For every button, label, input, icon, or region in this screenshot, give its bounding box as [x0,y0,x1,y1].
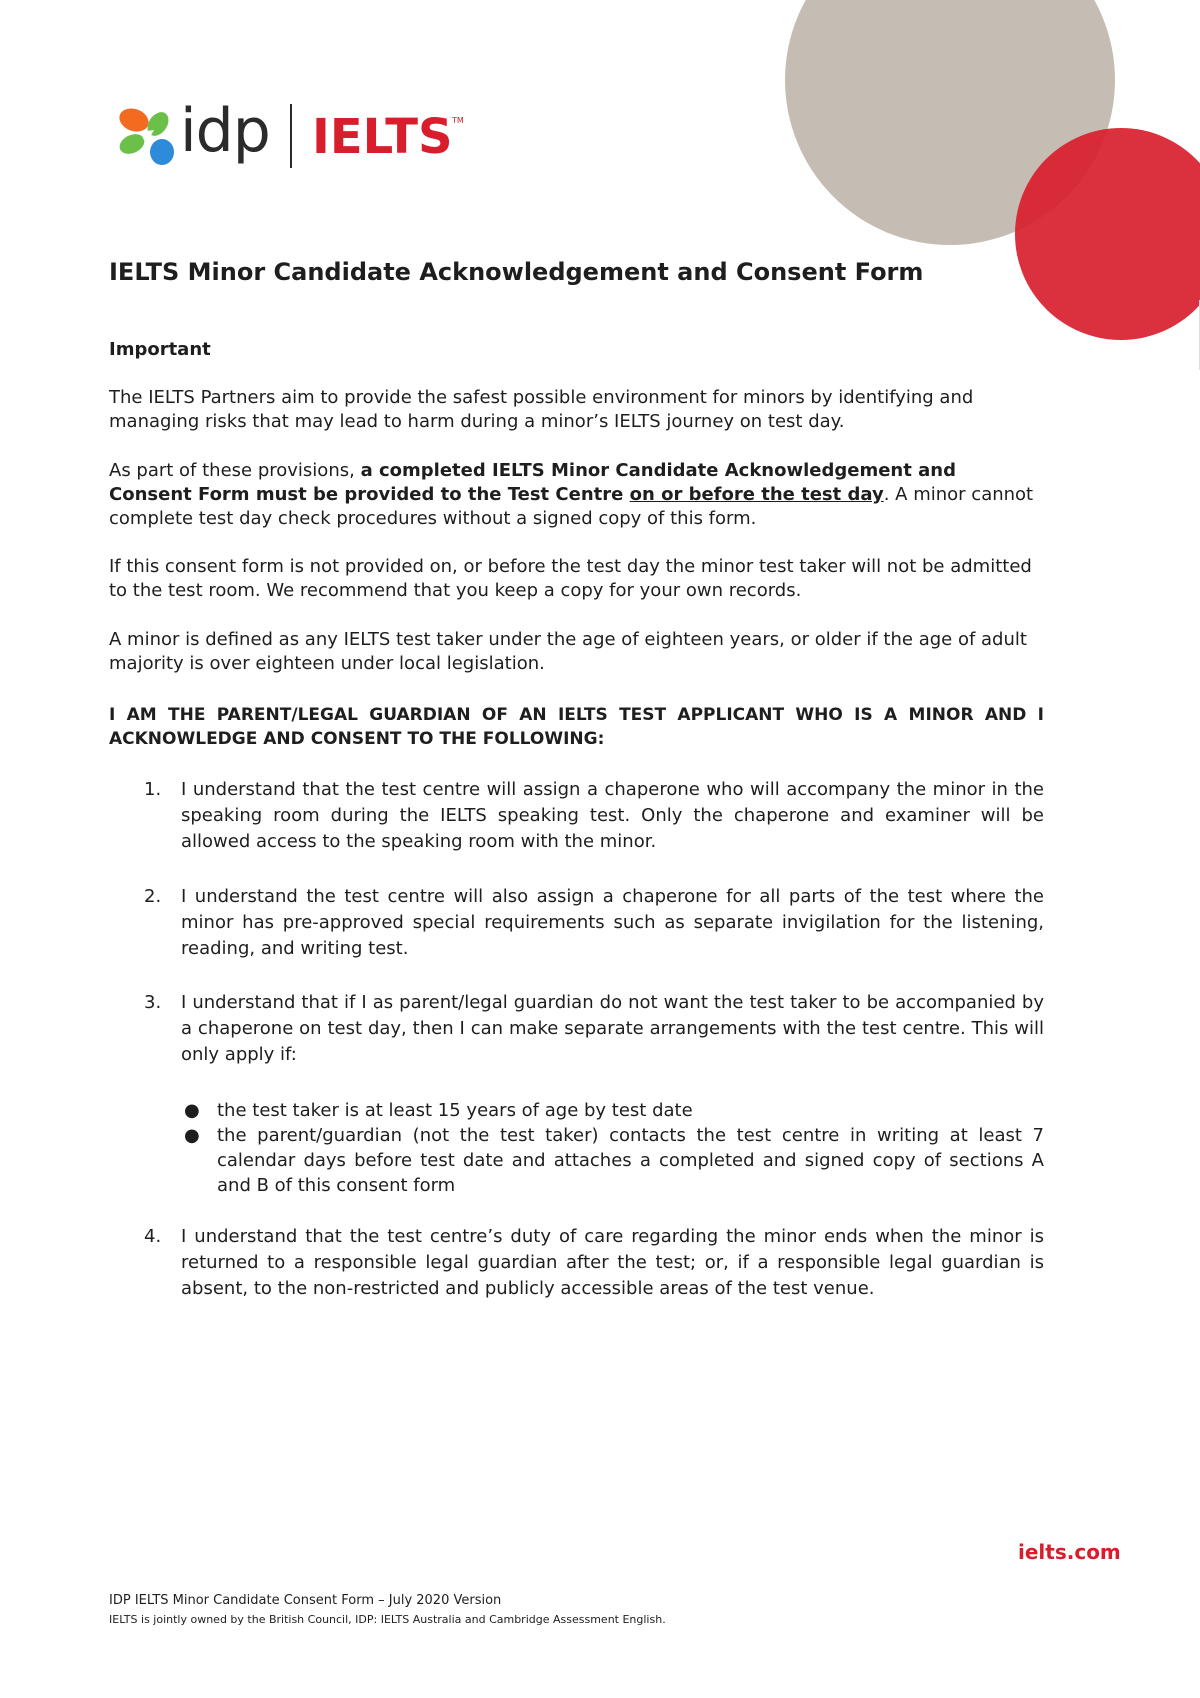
list-item-number: 2. [144,886,162,907]
provisions-bold-text: a completed IELTS Minor Candidate Acknowledgement and Consent Form must be provided to the Test Centre [109,460,956,505]
bullet-item [109,1123,1044,1198]
idp-ielts-logo [118,96,478,168]
intro-paragraph: The IELTS Partners aim to provide the safest possible environment for minors by identifying and managing risks that may lead to harm during a minor’s IELTS journey on test day. [109,387,974,432]
bullet-item [109,1098,1044,1123]
footer-ownership: IELTS is jointly owned by the British Council, IDP: IELTS Australia and Cambridge Assessment English. [109,1613,666,1626]
bullet-text: the test taker is at least 15 years of age by test date [217,1100,693,1121]
trademark-mark: TM [452,116,464,125]
ielts-wordmark: IELTS [312,109,453,165]
bullet-text: the parent/guardian (not the test taker) contacts the test centre in writing at least 7 calendar days before test date and attaches a completed and signed copy of sections A and B of this consent form [217,1125,1044,1196]
declaration-heading: I AM THE PARENT/LEGAL GUARDIAN OF AN IELTS TEST APPLICANT WHO IS A MINOR AND I ACKNOWLEDGE AND CONSENT TO THE FOLLOWING: [109,705,1044,749]
important-heading: Important [109,339,211,360]
bullet-icon: ● [184,1100,200,1121]
provisions-text-end: . A minor cannot complete test day check procedures without a signed copy of this form. [109,484,1034,529]
idp-wordmark: idp [180,96,270,166]
list-item-text: I understand the test centre will also assign a chaperone for all parts of the test where the minor has pre-approved special requirements such as separate invigilation for the listening, reading, and writing test. [181,886,1044,959]
page-title: IELTS Minor Candidate Acknowledgement and Consent Form [109,258,924,286]
provisions-paragraph [109,459,1044,531]
idp-flower-icon [118,104,178,168]
website-link[interactable]: ielts.com [1018,1540,1121,1564]
conditions-bullet-list [109,1098,1044,1198]
list-item-number: 3. [144,992,162,1013]
minor-definition-paragraph: A minor is defined as any IELTS test taker under the age of eighteen years, or older if the age of adult majority is over eighteen under local legislation. [109,629,1027,674]
list-item-text: I understand that the test centre will assign a chaperone who will accompany the minor in the speaking room during the IELTS speaking test. Only the chaperone and examiner will be allowed access to the speaking room with the minor. [181,779,1044,852]
provisions-underlined-text: on or before the test day [629,484,884,505]
list-item-number: 4. [144,1226,162,1247]
logo-divider [290,104,292,168]
list-item-text: I understand that if I as parent/legal guardian do not want the test taker to be accompanied by a chaperone on test day, then I can make separate arrangements with the test centre. This will only apply if: [181,992,1044,1065]
list-item-text: I understand that the test centre’s duty of care regarding the minor ends when the minor is returned to a responsible legal guardian after the test; or, if a responsible legal guardian is absent, to the non-restricted and publicly accessible areas of the test venue. [181,1226,1044,1299]
list-item-number: 1. [144,779,162,800]
provisions-text-start: As part of these provisions, [109,460,361,481]
bullet-icon: ● [184,1125,200,1146]
admission-paragraph: If this consent form is not provided on, or before the test day the minor test taker will not be admitted to the test room. We recommend that you keep a copy for your own records. [109,556,1032,601]
footer-version: IDP IELTS Minor Candidate Consent Form – July 2020 Version [109,1593,502,1608]
